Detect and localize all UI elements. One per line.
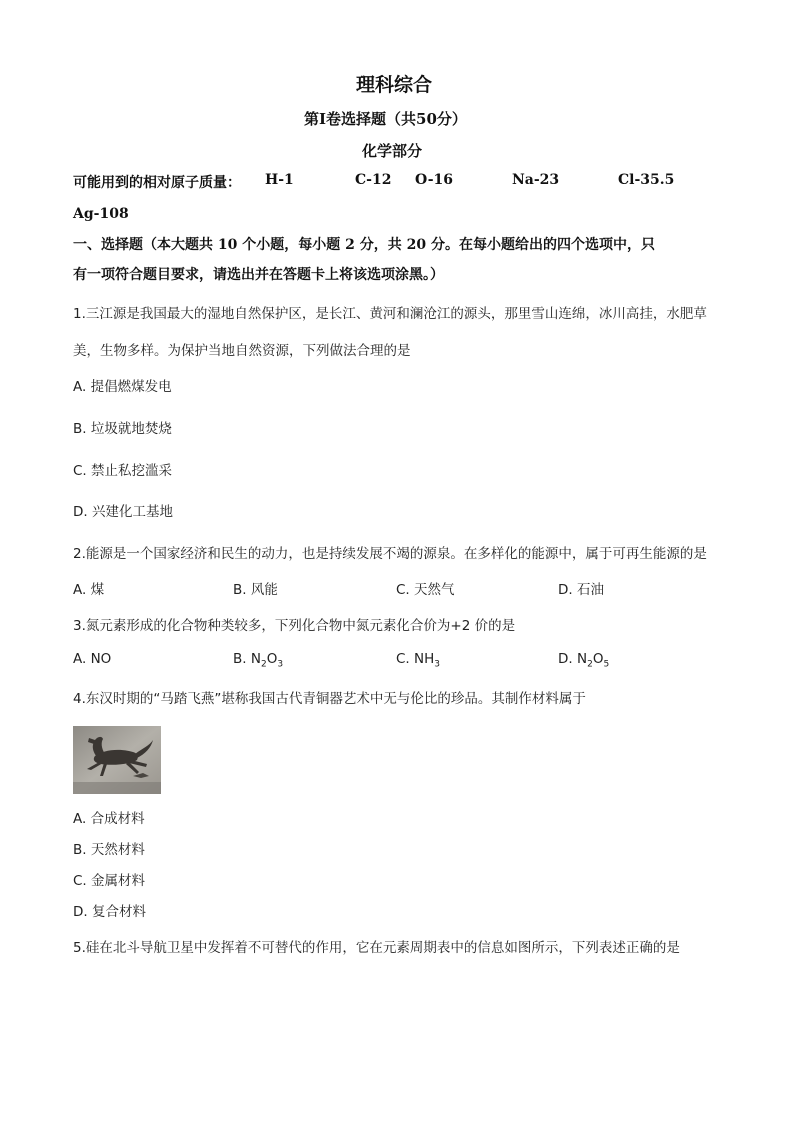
question-4-option-d: D. 复合材料	[73, 904, 146, 920]
atomic-mass-o: O-16	[415, 172, 454, 188]
question-1-line2: 美，生物多样。为保护当地自然资源，下列做法合理的是	[73, 343, 411, 359]
question-2-option-c: C. 天然气	[396, 582, 455, 598]
section-heading: 化学部分	[362, 142, 423, 160]
atomic-mass-c: C-12	[355, 172, 392, 188]
subscript: 2	[260, 659, 267, 670]
volume-heading: 第Ⅰ卷选择题（共50分）	[304, 110, 467, 128]
part1-instructions-line2: 有一项符合题目要求，请选出并在答题卡上将该选项涂黑。）	[73, 267, 444, 283]
question-5-stem: 5.硅在北斗导航卫星中发挥着不可替代的作用，它在元素周期表中的信息如图所示，下列表述正确的是	[73, 940, 680, 956]
bronze-galloping-horse-image	[73, 726, 161, 794]
page-title: 理科综合	[356, 74, 433, 96]
formula-text: B. N	[233, 651, 261, 667]
part1-instructions-line1: 一、选择题（本大题共 10 个小题，每小题 2 分，共 20 分。在每小题给出的四个选项中，只	[73, 237, 655, 253]
question-1-option-b: B. 垃圾就地焚烧	[73, 421, 172, 437]
question-4-stem: 4.东汉时期的“马踏飞燕”堪称我国古代青铜器艺术中无与伦比的珍品。其制作材料属于	[73, 691, 586, 707]
question-1-option-a: A. 提倡燃煤发电	[73, 379, 172, 395]
question-1-option-d: D. 兴建化工基地	[73, 504, 173, 520]
subscript: 5	[603, 659, 610, 670]
question-4-option-b: B. 天然材料	[73, 842, 145, 858]
question-4-option-a: A. 合成材料	[73, 811, 145, 827]
question-3-option-d	[558, 651, 609, 670]
question-2-option-a: A. 煤	[73, 582, 105, 598]
question-3-stem: 3.氮元素形成的化合物种类较多，下列化合物中氮元素化合价为+2 价的是	[73, 618, 516, 634]
question-3-option-a: A. NO	[73, 651, 112, 667]
subscript: 3	[277, 659, 284, 670]
question-1-option-c: C. 禁止私挖滥采	[73, 463, 173, 479]
question-3-option-b	[233, 651, 283, 670]
horse-photo-icon	[73, 726, 161, 794]
question-3-option-c	[396, 651, 440, 670]
formula-text: O	[592, 651, 604, 667]
formula-text: D. N	[558, 651, 588, 667]
question-2-option-b: B. 风能	[233, 582, 278, 598]
formula-text: C. NH	[396, 651, 435, 667]
atomic-mass-cl: Cl-35.5	[618, 172, 675, 188]
question-4-option-c: C. 金属材料	[73, 873, 146, 889]
question-2-stem: 2.能源是一个国家经济和民生的动力，也是持续发展不竭的源泉。在多样化的能源中，属于可再生能源的是	[73, 546, 707, 562]
question-1-line1: 1.三江源是我国最大的湿地自然保护区，是长江、黄河和澜沧江的源头，那里雪山连绵，冰川高挂，水肥草	[73, 306, 707, 322]
atomic-mass-na: Na-23	[512, 172, 560, 188]
subscript: 3	[434, 659, 440, 670]
atomic-mass-label: 可能用到的相对原子质量：	[73, 175, 241, 191]
formula-text: O	[266, 651, 278, 667]
atomic-mass-ag: Ag-108	[73, 206, 129, 222]
atomic-mass-h: H-1	[265, 172, 294, 188]
question-2-option-d: D. 石油	[558, 582, 604, 598]
subscript: 2	[587, 659, 593, 670]
